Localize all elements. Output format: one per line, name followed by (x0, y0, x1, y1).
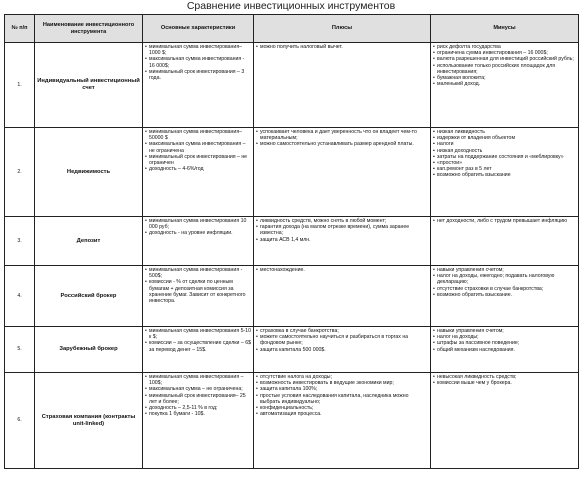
table-row (5, 327, 579, 373)
instrument-name: Страховая компания (контракты unit-linked) (35, 373, 143, 469)
list-item: ▪ кап.ремонт раз в 5 лет (433, 166, 576, 172)
header-pros: Плюсы (254, 15, 431, 43)
list-item: • минимальная сумма инвестирования - 500$; (145, 267, 251, 279)
list-item: • ограничена сумма инвестирования – 16 000$; (433, 50, 576, 56)
instrument-name: Недвижимость (35, 128, 143, 217)
header-characteristics: Основные характеристики (143, 15, 254, 43)
list-item: • покупка 1 бумаги - 10$. (145, 411, 251, 417)
cons-cell (431, 43, 579, 128)
list-item: • навыки управления счетом; (433, 328, 576, 334)
list-item: • маленький доход. (433, 81, 576, 87)
list-item: • максимальная сумма инвестирования - 16 000$; (145, 56, 251, 68)
list-item: • навыки управления счетом; (433, 267, 576, 273)
header-cons: Минусы (431, 15, 579, 43)
pros-list (256, 129, 428, 148)
cons-cell (431, 128, 579, 217)
list-item: • страховка в случае банкротства; (256, 328, 428, 334)
list-item: • максимальная сумма – не ограничена; (145, 386, 251, 392)
list-item: • защита АСВ 1,4 млн. (256, 237, 428, 243)
characteristics-cell (143, 373, 254, 469)
list-item: ▪ налоги (433, 141, 576, 147)
characteristics-cell (143, 266, 254, 327)
list-item: • минимальный срок инвестирования – не ограничен (145, 154, 251, 166)
list-item: • автоматизация процесса. (256, 411, 428, 417)
list-item: • возможно обратить взыскание. (433, 292, 576, 298)
list-item: ▪ издержки от владения объектом (433, 135, 576, 141)
pros-cell (254, 327, 431, 373)
instrument-name: Депозит (35, 217, 143, 266)
instrument-name: Индивидуальный инвестиционный счет (35, 43, 143, 128)
list-item: • минимальная сумма инвестирования – 100$; (145, 374, 251, 386)
list-item: • доходность – 2,5-11 % в год; (145, 405, 251, 411)
characteristics-cell (143, 217, 254, 266)
instrument-name: Зарубежный брокер (35, 327, 143, 373)
table-row (5, 266, 579, 327)
characteristics-cell (143, 128, 254, 217)
comparison-table (4, 14, 579, 469)
list-item: ▪ затраты на поддержание состояния и «меблировку» (433, 154, 576, 160)
table-body (5, 43, 579, 469)
row-number: 3. (5, 217, 35, 266)
cons-list (433, 328, 576, 353)
cons-cell (431, 327, 579, 373)
characteristics-list (145, 218, 251, 237)
row-number: 4. (5, 266, 35, 327)
list-item: • успокаивает человека и дает уверенность что он владеет чем-то материальным; (256, 129, 428, 141)
pros-list (256, 218, 428, 243)
list-item: • максимальная сумма инвестирования – не ограничена (145, 141, 251, 153)
list-item: ▪ «простои» (433, 160, 576, 166)
cons-list (433, 374, 576, 386)
pros-list (256, 328, 428, 353)
characteristics-list (145, 44, 251, 81)
list-item: • защита капитала 500 000$. (256, 347, 428, 353)
list-item: • общий механизм наследования. (433, 347, 576, 353)
pros-cell (254, 266, 431, 327)
table-row (5, 43, 579, 128)
list-item: • комиссии выше чем у брокера. (433, 380, 576, 386)
list-item: • комиссии - % от сделки по ценным бумагам + депозитная комиссия за хранение бумаг. Зависит от конкретного инвестора. (145, 279, 251, 304)
table-row (5, 128, 579, 217)
list-item: • риск дефолта государства (433, 44, 576, 50)
list-item: • минимальная сумма инвестирования 5-10 к $; (145, 328, 251, 340)
pros-cell (254, 43, 431, 128)
cons-cell (431, 373, 579, 469)
list-item: • отсутствие налога на доходы; (256, 374, 428, 380)
cons-list (433, 267, 576, 298)
list-item: ▪ низкая доходность (433, 148, 576, 154)
header-row (5, 15, 579, 43)
instrument-name: Российский брокер (35, 266, 143, 327)
header-name: Наименование инвестиционного инструмента (35, 15, 143, 43)
pros-cell (254, 373, 431, 469)
list-item: • можно самостоятельно устанавливать размер арендной платы. (256, 141, 428, 147)
characteristics-list (145, 267, 251, 304)
list-item: • местонахождение. (256, 267, 428, 273)
table-row (5, 217, 579, 266)
list-item: • невысокая ликвидность средств; (433, 374, 576, 380)
table-row (5, 373, 579, 469)
pros-cell (254, 217, 431, 266)
cons-list (433, 129, 576, 179)
list-item: • отсутствие страховки в случае банкротства; (433, 286, 576, 292)
list-item: • налог на доходы; (433, 334, 576, 340)
header-num: № п/п (5, 15, 35, 43)
list-item: • валюта разрешенная для инвестиций российский рубль; (433, 56, 576, 62)
list-item: • возможность инвестировать в ведущие экономики мир; (256, 380, 428, 386)
list-item: • доходность - на уровне инфляции. (145, 230, 251, 236)
characteristics-cell (143, 327, 254, 373)
pros-cell (254, 128, 431, 217)
list-item: • использование только российских площадок для инвестирования; (433, 63, 576, 75)
row-number: 6. (5, 373, 35, 469)
cons-list (433, 44, 576, 87)
list-item: • конфиденциальность; (256, 405, 428, 411)
cons-cell (431, 217, 579, 266)
list-item: • минимальная сумма инвестирования– 50000 $ (145, 129, 251, 141)
row-number: 1. (5, 43, 35, 128)
list-item: • нет доходности, либо с трудом превышает инфляцию (433, 218, 576, 224)
list-item: • налог на доходы, ежегодно; подавать налоговую декларацию; (433, 273, 576, 285)
cons-cell (431, 266, 579, 327)
row-number: 5. (5, 327, 35, 373)
list-item: • доходность – 4-6%/год (145, 166, 251, 172)
pros-list (256, 44, 428, 50)
list-item: • простые условия наследования капитала, наследника можно выбрать индивидуально; (256, 393, 428, 405)
pros-list (256, 374, 428, 417)
list-item: • бумажная волокита; (433, 75, 576, 81)
pros-list (256, 267, 428, 273)
characteristics-list (145, 374, 251, 417)
characteristics-cell (143, 43, 254, 128)
list-item: • можете самостоятельно научиться и разбираться в торгах на фондовом рынке; (256, 334, 428, 346)
list-item: • гарантия дохода (на малом отрезке времени), сумма заранее известна; (256, 224, 428, 236)
list-item: • защита капитала 100%; (256, 386, 428, 392)
list-item: • можно получить налоговый вычет. (256, 44, 428, 50)
cons-list (433, 218, 576, 224)
characteristics-list (145, 328, 251, 353)
list-item: • минимальный срок инвестирования– 25 лет и более; (145, 393, 251, 405)
characteristics-list (145, 129, 251, 172)
list-item: • комиссии – за осуществление сделки – 6$ (145, 340, 251, 346)
list-item: • штрафы за пассивное поведение; (433, 340, 576, 346)
list-item: • минимальная сумма инвестирования 10 000 руб; (145, 218, 251, 230)
list-item: ▪ возможно обратить взыскание (433, 172, 576, 178)
document-title: Сравнение инвестиционных инструментов (186, 0, 396, 12)
list-item: за перевод денег – 15$. (149, 346, 207, 353)
row-number: 2. (5, 128, 35, 217)
list-item: • ликвидность средств, можно снять в любой момент; (256, 218, 428, 224)
list-item: • минимальный срок инвестирования – 3 года. (145, 69, 251, 81)
list-item: • минимальная сумма инвестирования– 1000 $; (145, 44, 251, 56)
list-item: ▪ низкая ликвидность (433, 129, 576, 135)
